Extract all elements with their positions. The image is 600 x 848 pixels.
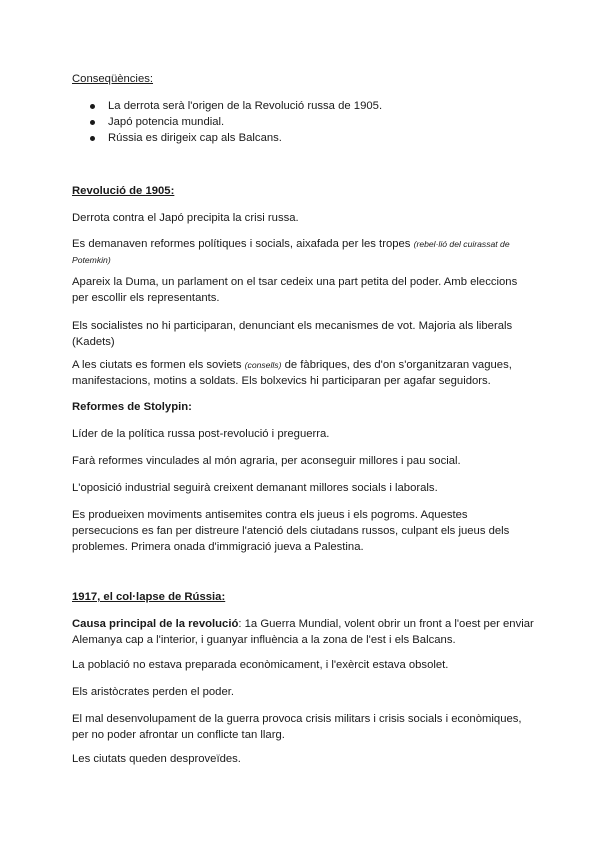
list-item: Japó potencia mundial. [72, 114, 534, 130]
paragraph-label: Causa principal de la revolució [72, 618, 239, 630]
paragraph-text: de fàbriques, des d'on s'organitzaran vagues, manifestacions, motins a soldats. Els bolxevics hi participaran per agafar seguidors. [72, 359, 512, 387]
paragraph-text: A les ciutats es formen els soviets [72, 359, 245, 371]
paragraph: Líder de la política russa post-revolució i preguerra. [72, 428, 330, 440]
list-item: Rússia es dirigeix cap als Balcans. [72, 130, 534, 146]
paragraph [72, 616, 534, 648]
section-heading-1917: 1917, el col·lapse de Rússia: [72, 591, 226, 603]
paragraph [72, 236, 534, 268]
paragraph: L'oposició industrial seguirà creixent demanant millores socials i laborals. [72, 482, 438, 494]
paragraph: Derrota contra el Japó precipita la crisi russa. [72, 212, 299, 224]
paragraph: Les ciutats queden desproveïdes. [72, 753, 241, 765]
section-heading-stolypin: Reformes de Stolypin: [72, 401, 192, 413]
consequences-heading: Conseqüències: [72, 73, 154, 85]
paragraph: La població no estava preparada econòmicament, i l'exèrcit estava obsolet. [72, 659, 449, 671]
paragraph-text: : 1a Guerra Mundial, volent obrir un front a l'oest per enviar Alemanya cap a l'interior, i guanyar influència a la zona de l'est i els Balcans. [72, 618, 534, 646]
paragraph: El mal desenvolupament de la guerra provoca crisis militars i crisis socials i econòmiques, per no poder afrontar un conflicte tan llarg. [72, 713, 522, 741]
paragraph-note: (rebel·lió del cuirassat de Potemkin) [72, 239, 510, 265]
paragraph-text: Es demanaven reformes polítiques i socials, aixafada per les tropes [72, 238, 414, 250]
consequences-list [72, 98, 534, 146]
paragraph: Farà reformes vinculades al món agraria, per aconseguir millores i pau social. [72, 455, 461, 467]
paragraph: Els aristòcrates perden el poder. [72, 686, 235, 698]
paragraph [72, 357, 534, 389]
paragraph: Es produeixen moviments antisemites contra els jueus i els pogroms. Aquestes persecucions es fan per distreure l'atenció dels ciutadans russos, culpant els jueus dels problemes. Primera onada d'immigració jueva a Palestina. [72, 509, 510, 553]
section-heading-revolucio-1905: Revolució de 1905: [72, 185, 175, 197]
list-item: La derrota serà l'origen de la Revolució russa de 1905. [72, 98, 534, 114]
paragraph: Apareix la Duma, un parlament on el tsar cedeix una part petita del poder. Amb eleccions per escollir els representants. [72, 276, 518, 304]
paragraph: Els socialistes no hi participaran, denunciant els mecanismes de vot. Majoria als liberals (Kadets) [72, 320, 513, 348]
paragraph-note: (consells) [244, 360, 282, 370]
